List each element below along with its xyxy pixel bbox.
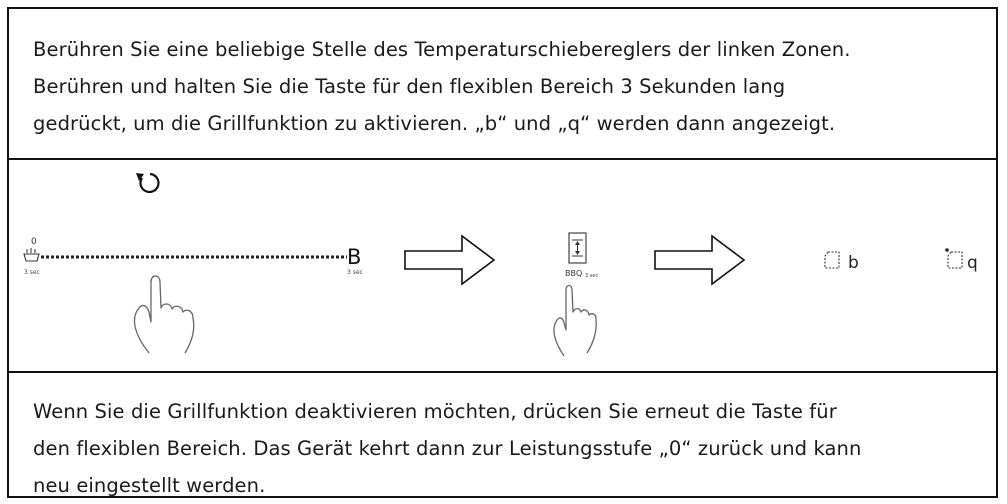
flex-zone-button	[569, 233, 586, 263]
display-zone-left	[825, 252, 839, 268]
activation-diagram	[9, 160, 996, 371]
pan-icon	[24, 248, 39, 261]
outro-line-1: Wenn Sie die Grillfunktion deaktivieren möchten, drücken Sie erneut die Taste für	[33, 400, 837, 423]
outro-line-3: neu eingestellt werden.	[33, 474, 266, 497]
instruction-frame	[7, 7, 998, 498]
pointing-hand-icon	[134, 276, 193, 353]
intro-text	[9, 9, 996, 160]
outro-text	[9, 373, 996, 498]
flex-button-caption: 3 sec	[585, 273, 599, 279]
slider-right-caption: 3 sec	[347, 269, 363, 276]
intro-line-1: Berühren Sie eine beliebige Stelle des Temperaturschiebereglers der linken Zonen.	[33, 38, 851, 61]
arrow-right-icon	[405, 236, 494, 284]
diagram-panel	[9, 160, 996, 373]
slider-min-label: 0	[31, 237, 37, 247]
outro-line-2: den flexiblen Bereich. Das Gerät kehrt dann zur Leistungsstufe „0“ zurück und kann	[33, 437, 862, 460]
pressing-hand-icon	[554, 286, 596, 357]
intro-line-3: gedrückt, um die Grillfunktion zu aktivieren. „b“ und „q“ werden dann angezeigt.	[33, 112, 836, 135]
flex-button-label: BBQ	[565, 269, 583, 278]
slider-max-label: B	[347, 245, 362, 269]
slider-left-caption: 3 sec	[24, 269, 40, 276]
arrow-right-icon	[655, 236, 744, 284]
display-zone-right	[945, 248, 962, 268]
intro-line-2: Berühren und halten Sie die Taste für den flexiblen Bereich 3 Sekunden lang	[33, 75, 786, 98]
timer-icon	[136, 173, 158, 192]
display-right-char: q	[967, 253, 978, 273]
display-left-char: b	[848, 253, 859, 273]
